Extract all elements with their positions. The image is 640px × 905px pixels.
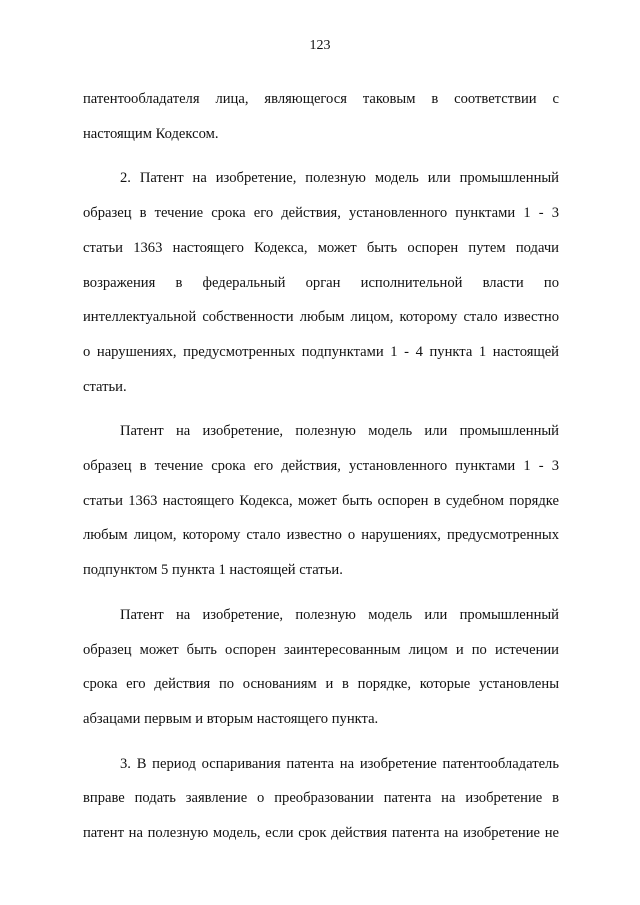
text-line: интеллектуальной собственности любым лицом, которому стало известно	[83, 309, 559, 326]
text-line: вправе подать заявление о преобразовании патента на изобретение в	[83, 790, 559, 807]
page-number: 123	[309, 38, 331, 53]
text-line: 3. В период оспаривания патента на изобретение патентообладатель	[120, 755, 559, 772]
paragraph-3	[83, 414, 559, 588]
text-line: Патент на изобретение, полезную модель или промышленный	[120, 606, 559, 623]
text-line: Патент на изобретение, полезную модель или промышленный	[120, 423, 559, 440]
text-line: образец в течение срока его действия, установленного пунктами 1 - 3	[83, 458, 559, 475]
text-line: статьи 1363 настоящего Кодекса, может быть оспорен в судебном порядке	[83, 492, 559, 509]
paragraph-1	[83, 82, 559, 151]
text-line: абзацами первым и вторым настоящего пункта.	[83, 710, 379, 727]
text-line: 2. Патент на изобретение, полезную модель или промышленный	[120, 170, 559, 187]
paragraph-5	[83, 747, 559, 851]
text-line: любым лицом, которому стало известно о нарушениях, предусмотренных	[83, 527, 559, 544]
text-line: статьи 1363 настоящего Кодекса, может быть оспорен путем подачи	[83, 239, 559, 256]
text-line: подпунктом 5 пункта 1 настоящей статьи.	[83, 562, 343, 579]
text-line: патент на полезную модель, если срок действия патента на изобретение не	[83, 825, 559, 842]
text-line: образец в течение срока его действия, установленного пунктами 1 - 3	[83, 205, 559, 222]
text-line: статьи.	[83, 378, 127, 395]
text-line: образец может быть оспорен заинтересованным лицом и по истечении	[83, 641, 559, 658]
text-line: патентообладателя лица, являющегося таковым в соответствии с	[83, 91, 559, 107]
text-line: о нарушениях, предусмотренных подпунктами 1 - 4 пункта 1 настоящей	[83, 343, 559, 360]
text-line: настоящим Кодексом.	[83, 125, 219, 142]
body-text	[83, 82, 559, 861]
text-line: возражения в федеральный орган исполнительной власти по	[83, 274, 559, 291]
paragraph-2	[83, 161, 559, 404]
paragraph-4	[83, 598, 559, 737]
text-line: срока его действия по основаниям и в порядке, которые установлены	[83, 676, 559, 693]
